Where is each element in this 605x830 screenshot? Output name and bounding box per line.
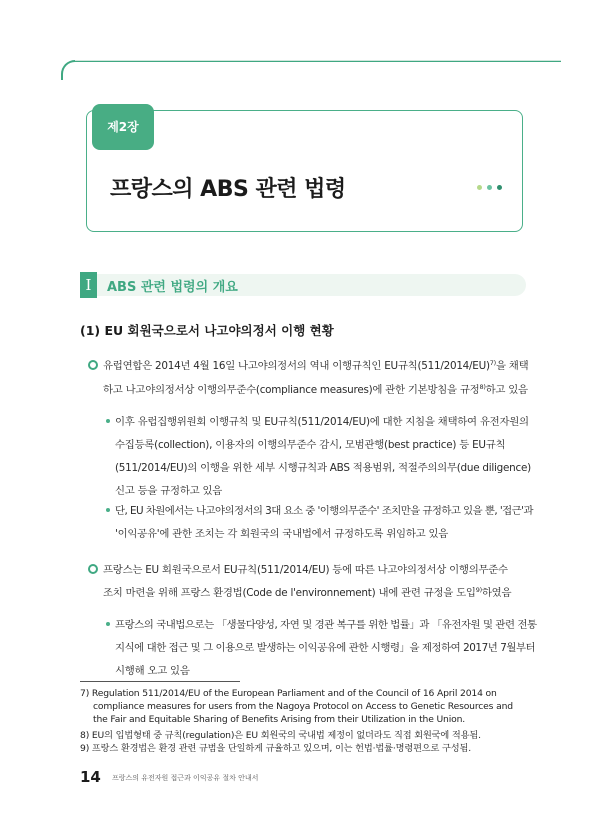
dot-bullet-icon (106, 622, 110, 626)
chapter-title: 프랑스의 ABS 관련 법령 (110, 177, 346, 202)
footnote-ref: 9) (475, 586, 482, 594)
bullet-line: 단, EU 차원에서는 나고야의정서의 3대 요소 중 '이행의무준수' 조치만을 규정하고 있을 뿐, '접근'과 (115, 505, 533, 517)
dot-dark (497, 185, 502, 190)
text: 하고 나고야의정서상 이행의무준수(compliance measures)에 관한 기본방침을 규정 (103, 384, 480, 396)
corner-frame (61, 60, 561, 80)
text: 을 채택 (495, 360, 529, 372)
bullet-line: 시행해 오고 있음 (115, 665, 190, 677)
footnote-8: 8) EU의 입법형태 중 규칙(regulation)은 EU 회원국의 국내법 제정이 없더라도 직접 회원국에 적용됨. (80, 730, 481, 741)
footnote-7-cont: the Fair and Equitable Sharing of Benefits Arising from their Utilization in the Union. (93, 714, 466, 725)
dot-light (477, 185, 482, 190)
bullet-line: 지식에 대한 접근 및 그 이용으로 발생하는 이익공유에 관한 시행령」을 제정하여 2017년 7월부터 (115, 642, 536, 654)
bullet-line: 수집등록(collection), 이용자의 이행의무준수 감시, 모범관행(best practice) 등 EU규칙 (115, 439, 506, 451)
footnote-9: 9) 프랑스 환경법은 환경 관련 규범을 단일하게 규율하고 있으며, 이는 헌법·법률·명령편으로 구성됨. (80, 743, 471, 754)
text: 하였음 (481, 587, 512, 599)
bullet-line: 프랑스의 국내법으로는 「생물다양성, 자연 및 경관 복구를 위한 법률」과 「유전자원 및 관련 전통 (115, 619, 537, 631)
dot-bullet-icon (106, 419, 110, 423)
bullet-line: 이후 유럽집행위원회 이행규칙 및 EU규칙(511/2014/EU)에 대한 지침을 채택하여 유전자원의 (115, 416, 529, 428)
decorative-dots (477, 185, 507, 191)
top-divider (75, 60, 561, 61)
section-number: I (80, 272, 97, 298)
footnote-ref: 7) (489, 359, 496, 367)
paragraph-line (103, 584, 511, 599)
paragraph-line (103, 381, 528, 396)
page-number: 14 (80, 768, 101, 786)
dot-mid (487, 185, 492, 190)
chapter-tab: 제2장 (92, 104, 154, 150)
paragraph-line (103, 357, 528, 372)
footnote-7: 7) Regulation 511/2014/EU of the European Parliament and of the Council of 16 April 2014 on (80, 688, 497, 699)
bullet-line: 신고 등을 규정하고 있음 (115, 485, 223, 497)
footnote-ref: 8) (479, 383, 486, 391)
bullet-line: '이익공유'에 관한 조치는 각 회원국의 국내법에서 규정하도록 위임하고 있음 (115, 528, 449, 540)
text: 하고 있음 (485, 384, 528, 396)
running-title: 프랑스의 유전자원 접근과 이익공유 절차 안내서 (112, 774, 259, 782)
footnote-divider (80, 681, 240, 682)
paragraph-line: 프랑스는 EU 회원국으로서 EU규칙(511/2014/EU) 등에 따른 나고야의정서상 이행의무준수 (103, 564, 508, 576)
footnote-7-cont: compliance measures for users from the Nagoya Protocol on Access to Genetic Resources and (93, 701, 513, 712)
subsection-title: (1) EU 회원국으로서 나고야의정서 이행 현황 (80, 323, 334, 338)
ring-bullet-icon (88, 564, 98, 574)
text: 유럽연합은 2014년 4월 16일 나고야의정서의 역내 이행규칙인 EU규칙(511/2014/EU) (103, 360, 490, 372)
dot-bullet-icon (106, 508, 110, 512)
text: 조치 마련을 위해 프랑스 환경법(Code de l'environnement) 내에 관련 규정을 도입 (103, 587, 476, 599)
bullet-line: (511/2014/EU)의 이행을 위한 세부 시행규칙과 ABS 적용범위, 적절주의의무(due diligence) (115, 462, 531, 474)
section-title: ABS 관련 법령의 개요 (107, 280, 238, 295)
ring-bullet-icon (88, 360, 98, 370)
